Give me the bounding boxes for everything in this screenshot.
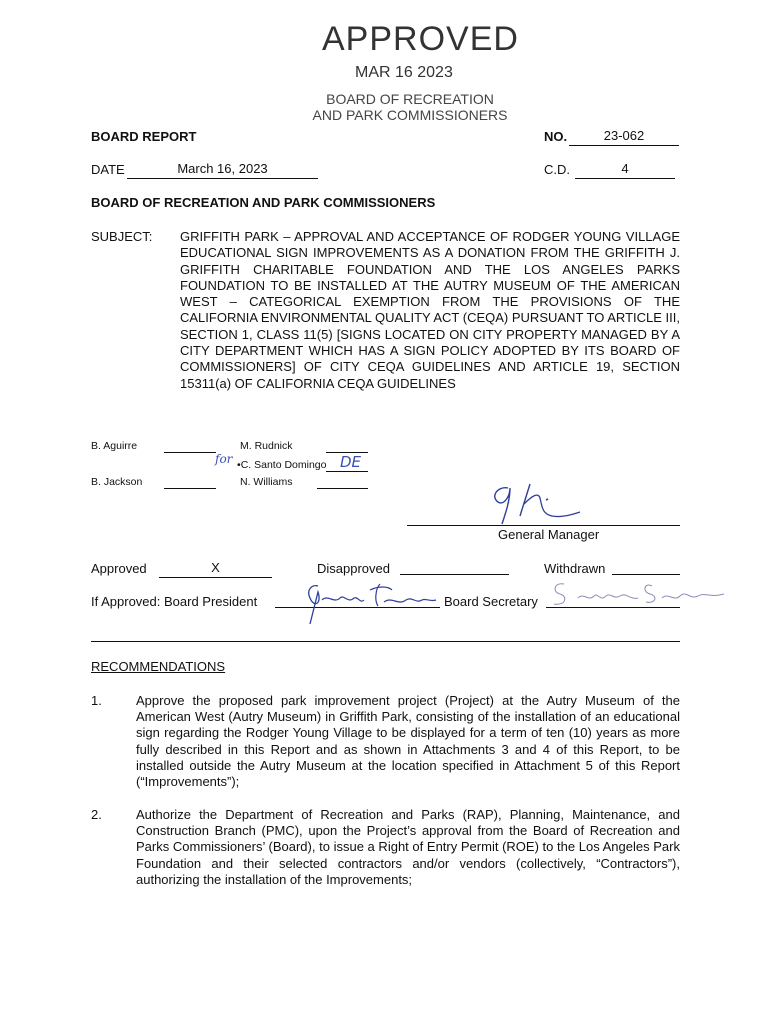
aguirre-signature-line (164, 452, 216, 453)
recommendation-1-number: 1. (91, 693, 102, 708)
board-president-signature (288, 580, 438, 626)
board-title: BOARD OF RECREATION AND PARK COMMISSIONERS (91, 195, 436, 210)
disapproved-label: Disapproved (317, 561, 390, 576)
subject-text: GRIFFITH PARK – APPROVAL AND ACCEPTANCE OF RODGER YOUNG VILLAGE EDUCATIONAL SIGN IMPROVEMENTS AS A DONATION FROM THE GRIFFITH J. GRIFFITH CHARITABLE FOUNDATION AND THE LOS ANGELES PARKS FOUNDATION TO BE INSTALLED AT THE AUTRY MUSEUM OF THE AMERICAN WEST – CATEGORICAL EXEMPTION FROM THE PROVISIONS OF THE CALIFORNIA ENVIRONMENTAL QUALITY ACT (CEQA) PURSUANT TO ARTICLE III, SECTION 1, CLASS 11(5) [SIGNS LOCATED ON CITY PROPERTY MANAGED BY A CITY DEPARTMENT WHICH HAS A SIGN POLICY ADOPTED BY ITS BOARD OF COMMISSIONERS] OF CITY CEQA GUIDELINES AND ARTICLE 19, SECTION 15311(a) OF CALIFORNIA CEQA GUIDELINES (180, 229, 680, 391)
commissioner-rudnick: M. Rudnick (240, 440, 293, 452)
subject-label: SUBJECT: (91, 229, 153, 244)
stamp-date: MAR 16 2023 (355, 64, 453, 81)
general-manager-label: General Manager (498, 527, 600, 542)
stamp-board (300, 91, 520, 123)
santo-domingo-name: C. Santo Domingo (240, 459, 327, 471)
williams-signature-line (317, 488, 368, 489)
board-secretary-signature (548, 578, 728, 610)
for-note: for (215, 452, 233, 466)
board-secretary-label: Board Secretary (444, 594, 538, 609)
report-number-value: 23-062 (569, 128, 679, 146)
commissioner-santo-domingo: •C. Santo Domingo (237, 459, 327, 471)
date-value: March 16, 2023 (127, 161, 318, 179)
general-manager-signature (480, 478, 590, 526)
commissioner-jackson: B. Jackson (91, 476, 143, 488)
approved-stamp: APPROVED (322, 20, 519, 58)
cd-label: C.D. (544, 162, 570, 177)
approved-label: Approved (91, 561, 147, 576)
board-report-label: BOARD REPORT (91, 129, 197, 144)
recommendation-1-text: Approve the proposed park improvement project (Project) at the Autry Museum of the American West (Autry Museum) in Griffith Park, consisting of the installation of an educational sign regarding the Rodger Young Village to be displayed for a term of ten (10) years as more fully described in this Report and as shown in Attachments 3 and 4 of this Report, to be installed outside the Autry Museum at the location specified in Attachment 5 of this Report (“Improvements”); (136, 693, 680, 790)
recommendation-2-number: 2. (91, 807, 102, 822)
approved-mark: X (159, 560, 272, 578)
board-president-label: If Approved: Board President (91, 594, 258, 609)
santo-domingo-initials: DE (340, 453, 362, 471)
cd-value: 4 (575, 161, 675, 179)
recommendation-2-text: Authorize the Department of Recreation and Parks (RAP), Planning, Maintenance, and Construction Branch (PMC), upon the Project’s approval from the Board of Recreation and Parks Commissioners’ (Board), to issue a Right of Entry Permit (ROE) to the Los Angeles Park Foundation and their selected contractors and/or vendors (collectively, “Contractors”), authorizing the installation of the Improvements; (136, 807, 680, 887)
stamp-board-line2: AND PARK COMMISSIONERS (312, 107, 508, 123)
general-manager-line (407, 525, 680, 526)
section-divider (91, 641, 680, 642)
recommendations-heading: RECOMMENDATIONS (91, 659, 226, 674)
withdrawn-label: Withdrawn (544, 561, 606, 576)
santo-domingo-signature-line (326, 471, 368, 472)
withdrawn-line (612, 574, 680, 575)
report-number-label: NO. (544, 129, 568, 144)
commissioner-williams: N. Williams (240, 476, 293, 488)
jackson-signature-line (164, 488, 216, 489)
date-label: DATE (91, 162, 125, 177)
stamp-board-line1: BOARD OF RECREATION (326, 91, 494, 107)
disapproved-line (400, 574, 509, 575)
commissioner-aguirre: B. Aguirre (91, 440, 138, 452)
